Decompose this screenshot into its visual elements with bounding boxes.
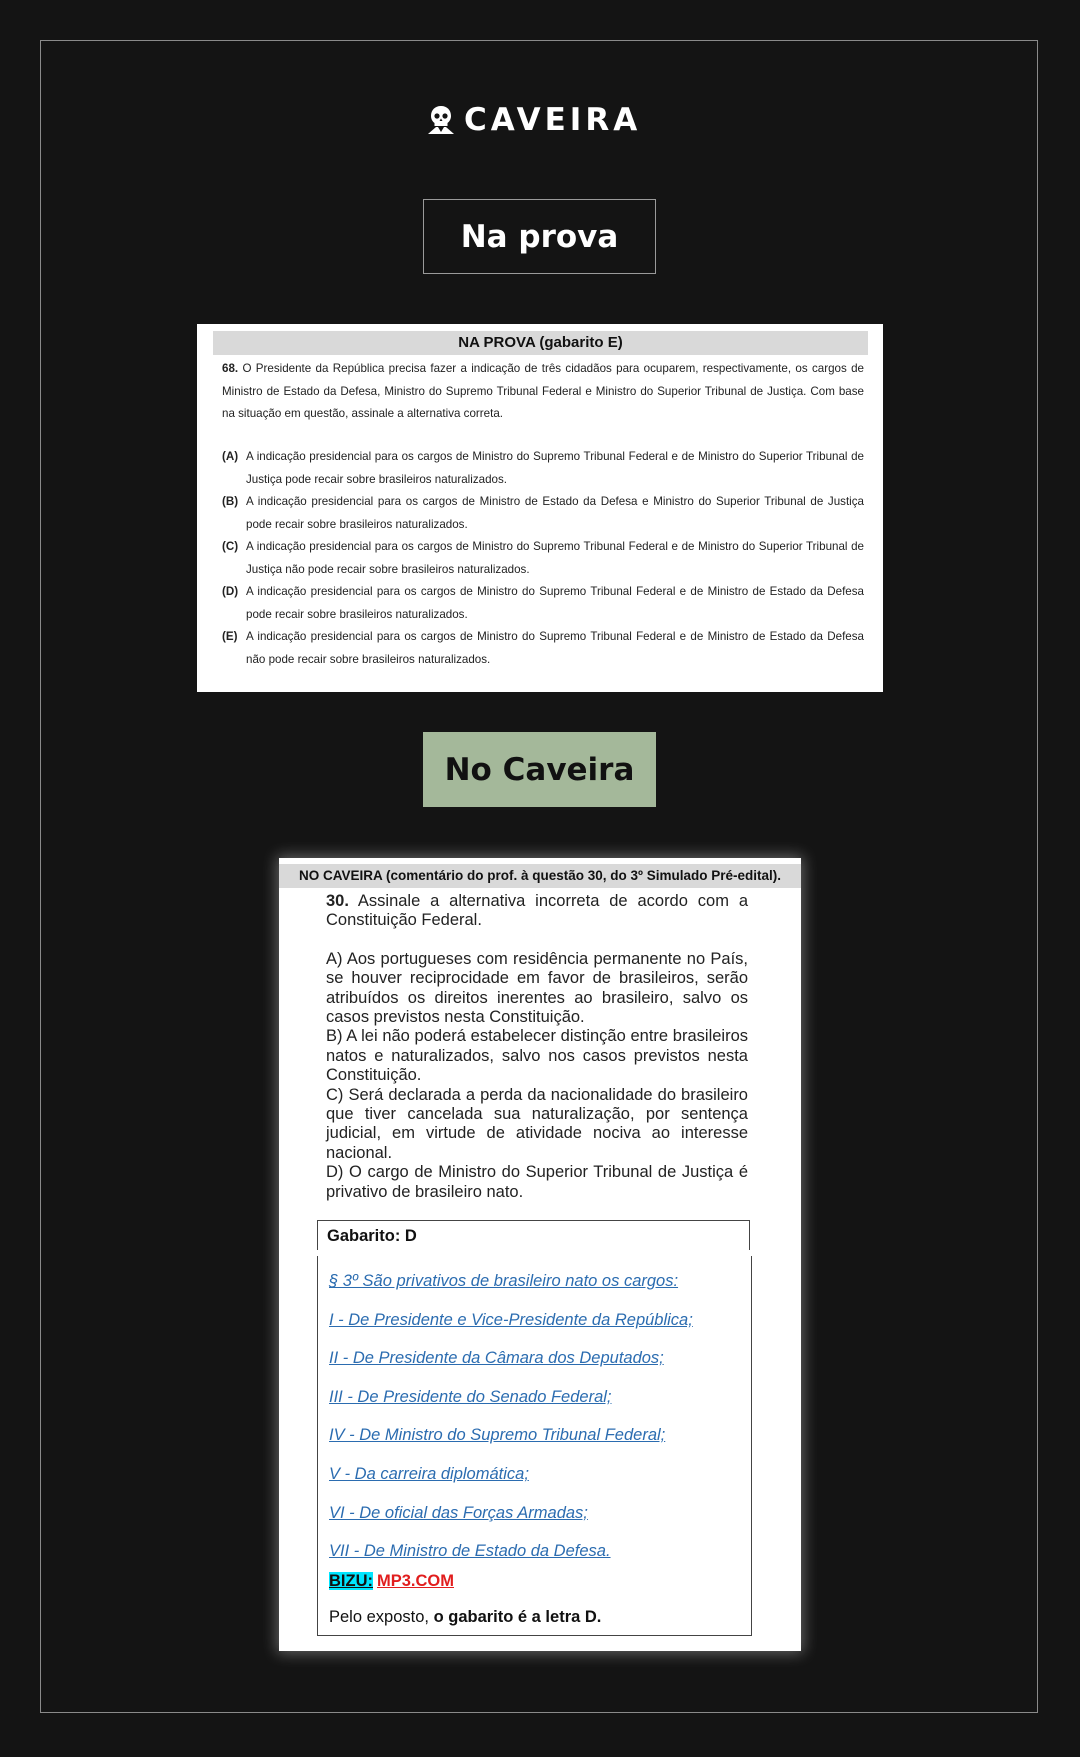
exam-header: NA PROVA (gabarito E)	[213, 331, 868, 355]
conclusion-answer: o gabarito é a letra D.	[433, 1608, 602, 1626]
caveira-question-number: 30.	[326, 892, 349, 910]
exam-option-e	[222, 626, 864, 671]
exam-question-number: 68.	[222, 362, 239, 375]
na-prova-label: Na prova	[423, 199, 656, 274]
caveira-option-a: A) Aos portugueses com residência permanente no País, se houver reciprocidade em favor de brasileiros, serão atribuídos os direitos inerentes ao brasileiro, salvo os casos previstos nesta Constituição.	[326, 949, 748, 1027]
law-item[interactable]: V - Da carreira diplomática;	[329, 1464, 529, 1483]
caveira-option-c: C) Será declarada a perda da nacionalidade do brasileiro que tiver cancelada sua naturalização, por sentença judicial, em virtude de atividade nociva ao interesse nacional.	[326, 1085, 748, 1162]
exam-option-b	[222, 491, 864, 536]
law-item[interactable]: VII - De Ministro de Estado da Defesa.	[329, 1542, 611, 1561]
option-letter: (D)	[222, 585, 239, 598]
law-item[interactable]: § 3º São privativos de brasileiro nato os cargos:	[329, 1272, 679, 1290]
caveira-comment-card	[279, 858, 801, 1651]
option-text: A indicação presidencial para os cargos de Ministro do Supremo Tribunal Federal e de Ministro de Estado da Defesa não pode recair sobre brasileiros naturalizados.	[246, 630, 864, 666]
option-letter: (B)	[222, 495, 239, 508]
law-item[interactable]: VI - De oficial das Forças Armadas;	[329, 1503, 588, 1522]
law-item[interactable]: I - De Presidente e Vice-Presidente da República;	[329, 1310, 693, 1329]
conclusion	[329, 1608, 601, 1627]
option-text: A indicação presidencial para os cargos de Ministro do Supremo Tribunal Federal e de Ministro do Superior Tribunal de Justiça pode recair sobre brasileiros naturalizados.	[246, 450, 864, 486]
bizu-tag: BIZU:	[329, 1572, 373, 1590]
bizu-line	[329, 1572, 454, 1591]
brand-name: CAVEIRA	[464, 102, 642, 138]
exam-option-a	[222, 446, 864, 491]
option-letter: (A)	[222, 450, 239, 463]
exam-option-d	[222, 581, 864, 626]
caveira-header: NO CAVEIRA (comentário do prof. à questão 30, do 3º Simulado Pré-edital).	[279, 864, 801, 888]
gabarito-label: Gabarito: D	[327, 1227, 417, 1245]
option-text: A indicação presidencial para os cargos de Ministro do Supremo Tribunal Federal e de Ministro de Estado da Defesa pode recair sobre brasileiros naturalizados.	[246, 585, 864, 621]
exam-question	[222, 358, 864, 426]
law-item[interactable]: II - De Presidente da Câmara dos Deputados;	[329, 1349, 664, 1368]
caveira-question-stem	[326, 892, 748, 931]
exam-question-card	[197, 324, 883, 692]
law-item[interactable]: III - De Presidente do Senado Federal;	[329, 1387, 612, 1406]
law-list	[329, 1262, 744, 1571]
option-letter: (C)	[222, 540, 239, 553]
caveira-option-d: D) O cargo de Ministro do Superior Tribunal de Justiça é privativo de brasileiro nato.	[326, 1163, 748, 1201]
bizu-value: MP3.COM	[377, 1572, 455, 1590]
brand-logo	[424, 102, 664, 138]
option-text: A indicação presidencial para os cargos de Ministro de Estado da Defesa e Ministro do Superior Tribunal de Justiça pode recair sobre brasileiros naturalizados.	[246, 495, 864, 531]
exam-option-c	[222, 536, 864, 581]
exam-options	[222, 446, 864, 671]
conclusion-text: Pelo exposto,	[329, 1608, 434, 1626]
law-item[interactable]: IV - De Ministro do Supremo Tribunal Federal;	[329, 1426, 666, 1445]
caveira-question-text: Assinale a alternativa incorreta de acordo com a Constituição Federal.	[326, 892, 748, 930]
option-text: A indicação presidencial para os cargos de Ministro do Supremo Tribunal Federal e de Ministro do Superior Tribunal de Justiça não pode recair sobre brasileiros naturalizados.	[246, 540, 864, 576]
gabarito-box	[317, 1220, 750, 1250]
no-caveira-label: No Caveira	[423, 732, 656, 807]
skull-icon	[424, 103, 458, 137]
option-letter: (E)	[222, 630, 238, 643]
caveira-option-b: B) A lei não poderá estabelecer distinção entre brasileiros natos e naturalizados, salvo nos casos previstos nesta Constituição.	[326, 1027, 748, 1085]
caveira-question	[326, 892, 748, 1202]
answer-box	[317, 1256, 752, 1636]
exam-question-text: O Presidente da República precisa fazer a indicação de três cidadãos para ocuparem, respectivamente, os cargos de Ministro de Estado da Defesa, Ministro do Supremo Tribunal Federal e Ministro do Superior Tribunal de Justiça. Com base na situação em questão, assinale a alternativa correta.	[222, 362, 864, 420]
